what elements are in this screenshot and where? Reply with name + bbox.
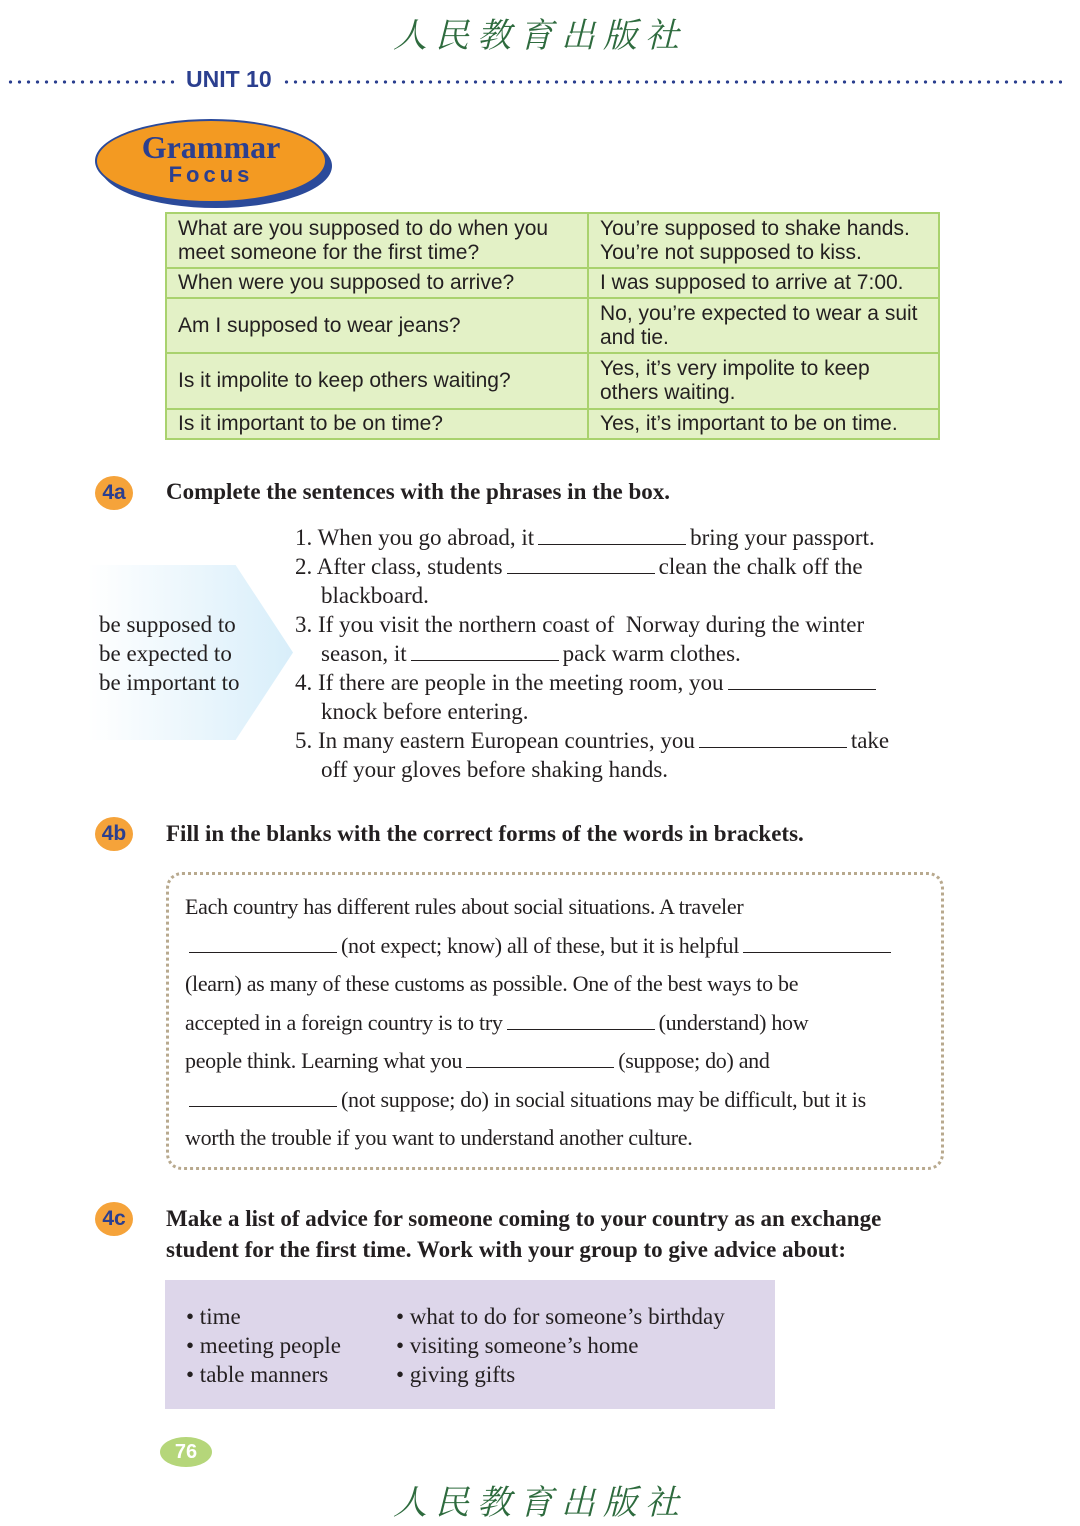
unit-title: UNIT 10 <box>186 66 272 92</box>
answer-cell: I was supposed to arrive at 7:00. <box>588 268 939 298</box>
sentence-line <box>185 1081 895 1120</box>
page-number: 76 <box>160 1437 212 1467</box>
sentence-text: pack warm clothes. <box>562 641 741 666</box>
sentence-line <box>185 1119 895 1158</box>
sentence-text: (not suppose; do) in social situations may be difficult, but it is <box>341 1086 866 1112</box>
sentence-text: take <box>850 728 890 753</box>
answer-blank[interactable] <box>743 932 891 953</box>
table-row <box>166 213 939 268</box>
sentence-text: season, it <box>321 641 407 666</box>
sentence-text: accepted in a foreign country is to try <box>185 1009 503 1035</box>
topic-item: • time <box>186 1304 241 1329</box>
sentence-line <box>295 697 889 726</box>
instruction-line: student for the first time. Work with your group to give advice about: <box>166 1237 846 1262</box>
publisher-logo: 人民教育出版社 <box>393 16 687 56</box>
exercise-4b-instruction: Fill in the blanks with the correct forms of the words in brackets. <box>166 821 804 846</box>
topic-item: • what to do for someone’s birthday <box>396 1304 725 1329</box>
sentence-text: (not expect; know) all of these, but it is helpful <box>341 932 740 958</box>
sentence-text: (suppose; do) and <box>618 1048 770 1073</box>
phrase-box <box>99 610 240 697</box>
sentence-line <box>295 610 889 639</box>
grammar-focus-badge <box>95 119 327 203</box>
sentence-line <box>295 639 889 668</box>
answer-cell: You’re supposed to shake hands. You’re not supposed to kiss. <box>588 213 939 268</box>
sentence-text: 4. If there are people in the meeting room, you <box>295 670 724 695</box>
table-row <box>166 353 939 409</box>
sentence-line <box>295 668 889 697</box>
sentence-line <box>295 755 889 784</box>
exercise-4b-badge: 4b <box>95 817 133 851</box>
grammar-table <box>165 212 940 440</box>
table-row <box>166 268 939 298</box>
phrase: be expected to <box>99 641 232 666</box>
sentence-line <box>185 1004 895 1043</box>
sentence-text: 1. When you go abroad, it <box>295 525 535 550</box>
question-cell: Am I supposed to wear jeans? <box>166 298 588 353</box>
exercise-4b-passage <box>185 888 895 1158</box>
answer-blank[interactable] <box>411 640 559 661</box>
sentence-line <box>185 1042 895 1081</box>
exercise-4a-badge: 4a <box>95 476 133 510</box>
topics-left <box>186 1302 341 1389</box>
sentence-text: clean the chalk off the <box>658 554 863 579</box>
instruction-line: Make a list of advice for someone coming to your country as an exchange <box>166 1206 882 1231</box>
exercise-4c-badge: 4c <box>95 1202 133 1236</box>
answer-blank[interactable] <box>189 932 337 953</box>
exercise-4c-instruction <box>166 1203 881 1265</box>
sentence-text: (understand) how <box>658 1009 809 1035</box>
sentence-line <box>185 927 895 966</box>
publisher-logo: 人民教育出版社 <box>393 1483 687 1523</box>
answer-blank[interactable] <box>699 727 847 748</box>
sentence-line <box>185 965 895 1004</box>
sentence-text: off your gloves before shaking hands. <box>321 757 669 782</box>
sentence-line <box>295 552 889 581</box>
answer-cell: No, you’re expected to wear a suit and tie. <box>588 298 939 353</box>
sentence-text: bring your passport. <box>690 525 875 550</box>
sentence-line <box>295 726 889 755</box>
topic-item: • table manners <box>186 1362 329 1387</box>
exercise-4a-instruction: Complete the sentences with the phrases in the box. <box>166 479 671 504</box>
answer-blank[interactable] <box>507 553 655 574</box>
sentence-text: people think. Learning what you <box>185 1048 463 1073</box>
table-row <box>166 298 939 353</box>
exercise-4a-sentences <box>295 523 889 784</box>
question-cell: Is it impolite to keep others waiting? <box>166 353 588 409</box>
phrase: be supposed to <box>99 612 236 637</box>
sentence-text: knock before entering. <box>321 699 529 724</box>
sentence-line <box>295 581 889 610</box>
answer-blank[interactable] <box>507 1009 655 1030</box>
sentence-text: 2. After class, students <box>295 554 503 579</box>
sentence-line <box>185 888 895 927</box>
badge-line2: Focus <box>168 162 254 187</box>
answer-blank[interactable] <box>189 1086 337 1107</box>
topic-item: • meeting people <box>186 1333 341 1358</box>
sentence-line <box>295 523 889 552</box>
answer-blank[interactable] <box>728 669 876 690</box>
dot-divider <box>6 80 178 84</box>
question-cell: When were you supposed to arrive? <box>166 268 588 298</box>
topic-item: • giving gifts <box>396 1362 516 1387</box>
sentence-text: (learn) as many of these customs as possible. One of the best ways to be <box>185 971 799 996</box>
phrase: be important to <box>99 670 240 695</box>
answer-cell: Yes, it’s very impolite to keep others waiting. <box>588 353 939 409</box>
unit-header <box>0 66 1080 96</box>
table-row <box>166 409 939 439</box>
badge-line1: Grammar <box>141 129 281 165</box>
topic-item: • visiting someone’s home <box>396 1333 639 1358</box>
sentence-text: blackboard. <box>321 583 429 608</box>
question-cell: What are you supposed to do when you meet someone for the first time? <box>166 213 588 268</box>
answer-blank[interactable] <box>538 524 686 545</box>
answer-blank[interactable] <box>466 1047 614 1068</box>
sentence-text: Each country has different rules about social situations. A traveler <box>185 894 744 919</box>
sentence-text: 3. If you visit the northern coast of Norway during the winter <box>295 612 865 637</box>
dot-divider <box>282 80 1062 84</box>
answer-cell: Yes, it’s important to be on time. <box>588 409 939 439</box>
question-cell: Is it important to be on time? <box>166 409 588 439</box>
sentence-text: 5. In many eastern European countries, you <box>295 728 695 753</box>
sentence-text: worth the trouble if you want to understand another culture. <box>185 1125 693 1150</box>
topics-right <box>396 1302 725 1389</box>
